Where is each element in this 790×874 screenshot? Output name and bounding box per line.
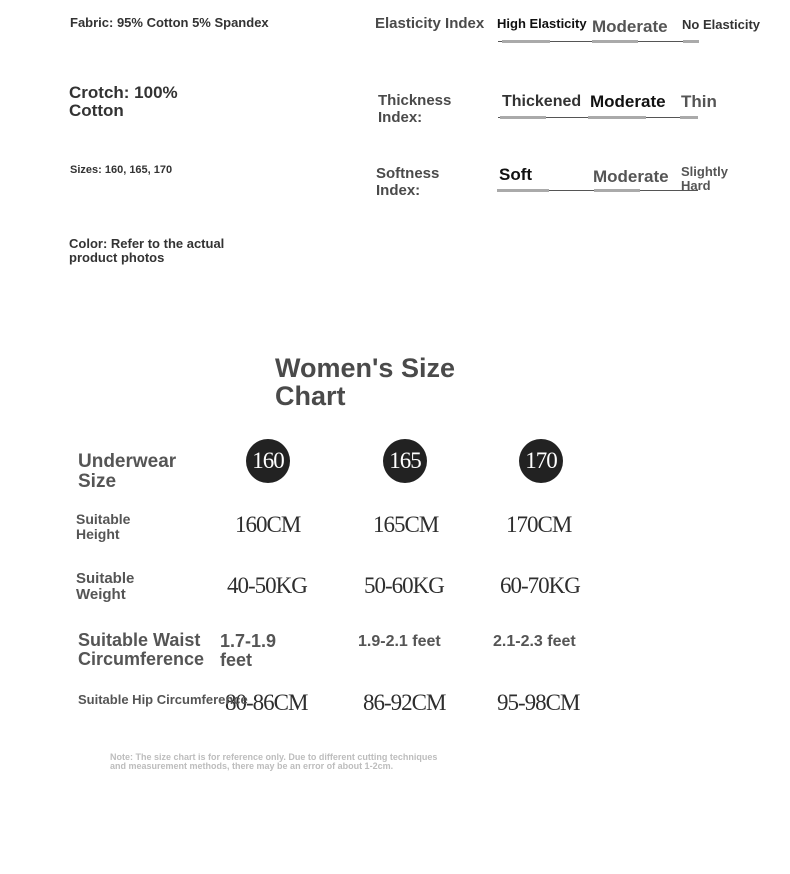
weight-160: 40-50KG — [227, 573, 307, 598]
softness-option-soft: Soft — [499, 165, 533, 184]
thickness-option-thickened: Thickened — [502, 93, 582, 110]
waist-165: 1.9-2.1 feet — [358, 633, 441, 650]
weight-165: 50-60KG — [364, 573, 444, 598]
softness-option-slightly-hard: Slightly Hard — [681, 164, 728, 193]
height-row-label: Suitable Height — [76, 511, 131, 542]
elasticity-option-none: No Elasticity — [682, 17, 761, 32]
height-160: 160CM — [235, 512, 301, 537]
waist-160: 1.7-1.9 feet — [220, 631, 277, 670]
softness-option-moderate: Moderate — [593, 167, 669, 186]
hip-row-label: Suitable Hip Circumference — [78, 692, 248, 707]
weight-170: 60-70KG — [500, 573, 580, 598]
size-badge-160: 160 — [246, 439, 290, 483]
size-badge-165: 165 — [383, 439, 427, 483]
waist-170: 2.1-2.3 feet — [493, 633, 576, 650]
weight-row-label: Suitable Weight — [76, 570, 135, 603]
size-chart-note: Note: The size chart is for reference only. Due to different cutting techniques and measurement methods, there may be an error of about 1-2cm. — [110, 752, 438, 772]
underwear-size-label: Underwear Size — [78, 451, 177, 492]
elasticity-index-label: Elasticity Index — [375, 15, 485, 32]
sizes-spec: Sizes: 160, 165, 170 — [70, 164, 173, 176]
thickness-option-moderate: Moderate — [590, 92, 666, 111]
thickness-marker-3 — [680, 116, 698, 119]
hip-160: 80-86CM — [225, 690, 308, 715]
elasticity-marker-3 — [683, 40, 699, 43]
size-chart-title: Women's Size Chart — [275, 353, 455, 412]
softness-marker-2 — [594, 189, 640, 192]
thickness-marker-2 — [588, 116, 646, 119]
elasticity-option-high: High Elasticity — [497, 16, 587, 31]
softness-marker-1 — [497, 189, 549, 192]
thickness-option-thin: Thin — [681, 92, 717, 111]
crotch-spec: Crotch: 100% Cotton — [69, 83, 178, 120]
elasticity-marker-2 — [592, 40, 638, 43]
softness-index-label: Softness Index: — [376, 165, 440, 199]
hip-165: 86-92CM — [363, 690, 446, 715]
color-spec: Color: Refer to the actual product photos — [69, 236, 225, 266]
height-170: 170CM — [506, 512, 572, 537]
elasticity-marker-1 — [502, 40, 550, 43]
height-165: 165CM — [373, 512, 439, 537]
hip-170: 95-98CM — [497, 690, 580, 715]
waist-row-label: Suitable Waist Circumference — [78, 630, 205, 669]
thickness-marker-1 — [500, 116, 546, 119]
elasticity-option-moderate: Moderate — [592, 17, 668, 36]
size-badge-170: 170 — [519, 439, 563, 483]
thickness-index-label: Thickness Index: — [378, 92, 452, 126]
fabric-spec: Fabric: 95% Cotton 5% Spandex — [70, 15, 269, 30]
